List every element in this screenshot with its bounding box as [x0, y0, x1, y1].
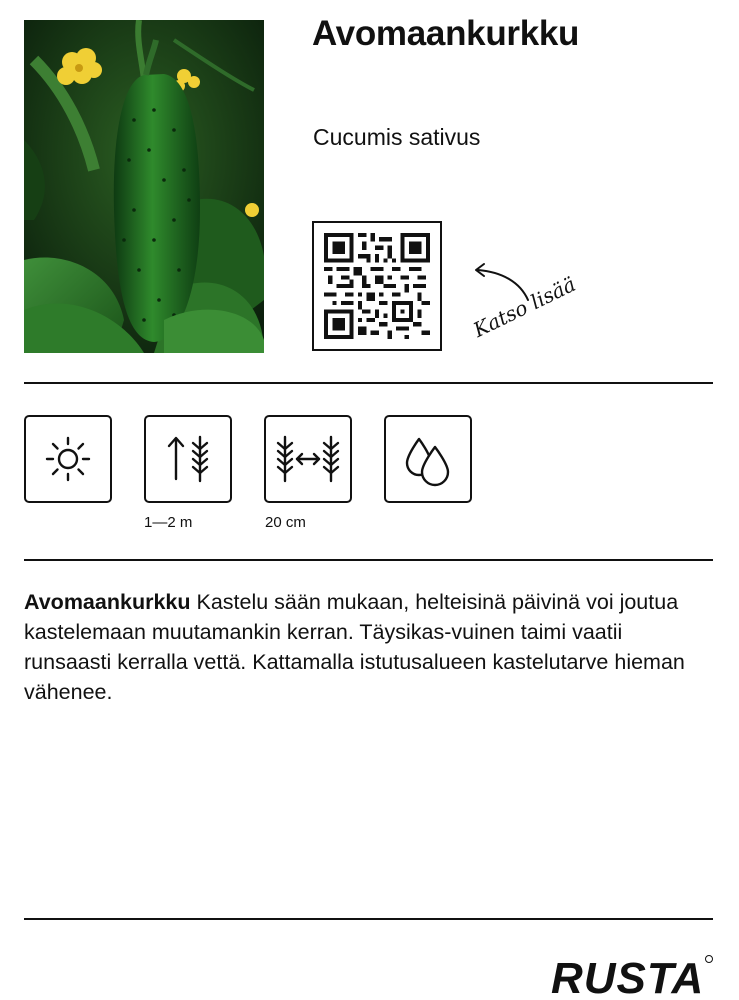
- qr-code-pattern: [324, 233, 430, 339]
- height-icon: [158, 429, 218, 489]
- description: [24, 587, 714, 707]
- height-label: 1—2 m: [144, 514, 193, 531]
- product-title: Avomaankurkku: [312, 14, 580, 53]
- svg-text:RUSTA: RUSTA: [551, 954, 705, 999]
- product-latin-name: Cucumis sativus: [313, 124, 481, 150]
- rusta-logo: [551, 953, 715, 999]
- sun-icon: [42, 433, 94, 485]
- sun-requirement-box: [24, 415, 112, 503]
- spacing-label: 20 cm: [265, 514, 306, 531]
- cucumber-photo-illustration: [24, 20, 264, 353]
- water-drops-icon: [400, 431, 456, 487]
- product-photo: [24, 20, 264, 353]
- qr-hint-text: Katso lisää: [469, 272, 580, 342]
- description-text: Kastelu sään mukaan, helteisinä päivinä voi joutua kastelemaan muutamankin kerran. Täysikas-vuinen taimi vaatii runsaasti kerralla vettä. Kattamalla istutusalueen kastelutarve hieman vähenee.: [24, 590, 685, 704]
- watering-box: [384, 415, 472, 503]
- divider-top: [24, 382, 713, 384]
- spacing-icon: [273, 429, 343, 489]
- qr-code[interactable]: [312, 221, 442, 351]
- divider-middle: [24, 559, 713, 561]
- divider-bottom: [24, 918, 713, 920]
- description-lead: Avomaankurkku: [24, 590, 191, 614]
- height-box: [144, 415, 232, 503]
- spacing-box: [264, 415, 352, 503]
